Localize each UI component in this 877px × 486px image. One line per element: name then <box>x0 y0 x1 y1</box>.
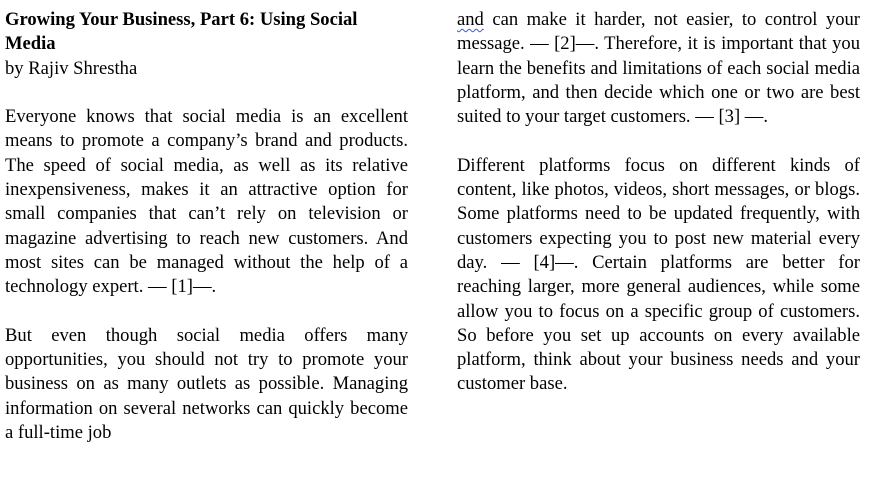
paragraph-3: Different platforms focus on different kinds of content, like photos, videos, short messages, or blogs. Some platforms need to be updated frequently, with customers expecting you to post new material every day. — [4]—. Certain platforms are better for reaching larger, more general audiences, while some allow you to focus on a specific group of customers. So before you set up accounts on every available platform, think about your business needs and your customer base. <box>457 154 860 395</box>
paragraph-2-continuation <box>457 8 860 129</box>
spellcheck-marked-word: and <box>457 9 484 30</box>
article-title: Growing Your Business, Part 6: Using Social Media <box>5 9 358 55</box>
paragraph-spacer <box>5 300 408 324</box>
paragraph-2: But even though social media offers many opportunities, you should not try to promote your business on as many outlets as possible. Managing information on several networks can quickly become a full-time job <box>5 324 408 444</box>
article-byline: by Rajiv Shrestha <box>5 57 138 79</box>
paragraph-spacer <box>457 129 860 153</box>
left-column <box>5 8 408 445</box>
paragraph-spacer <box>5 81 408 105</box>
right-column <box>457 8 860 397</box>
continuation-text: can make it harder, not easier, to control your message. — [2]—. Therefore, it is important that you learn the benefits and limitations of each social media platform, and then decide which one or two are best suited to your target customers. — [3] —. <box>457 9 860 128</box>
paragraph-1: Everyone knows that social media is an excellent means to promote a company’s brand and products. The speed of social media, as well as its relative inexpensiveness, makes it an attractive option for small companies that can’t rely on television or magazine advertising to reach new customers. And most sites can be managed without the help of a technology expert. — [1]—. <box>5 106 408 298</box>
